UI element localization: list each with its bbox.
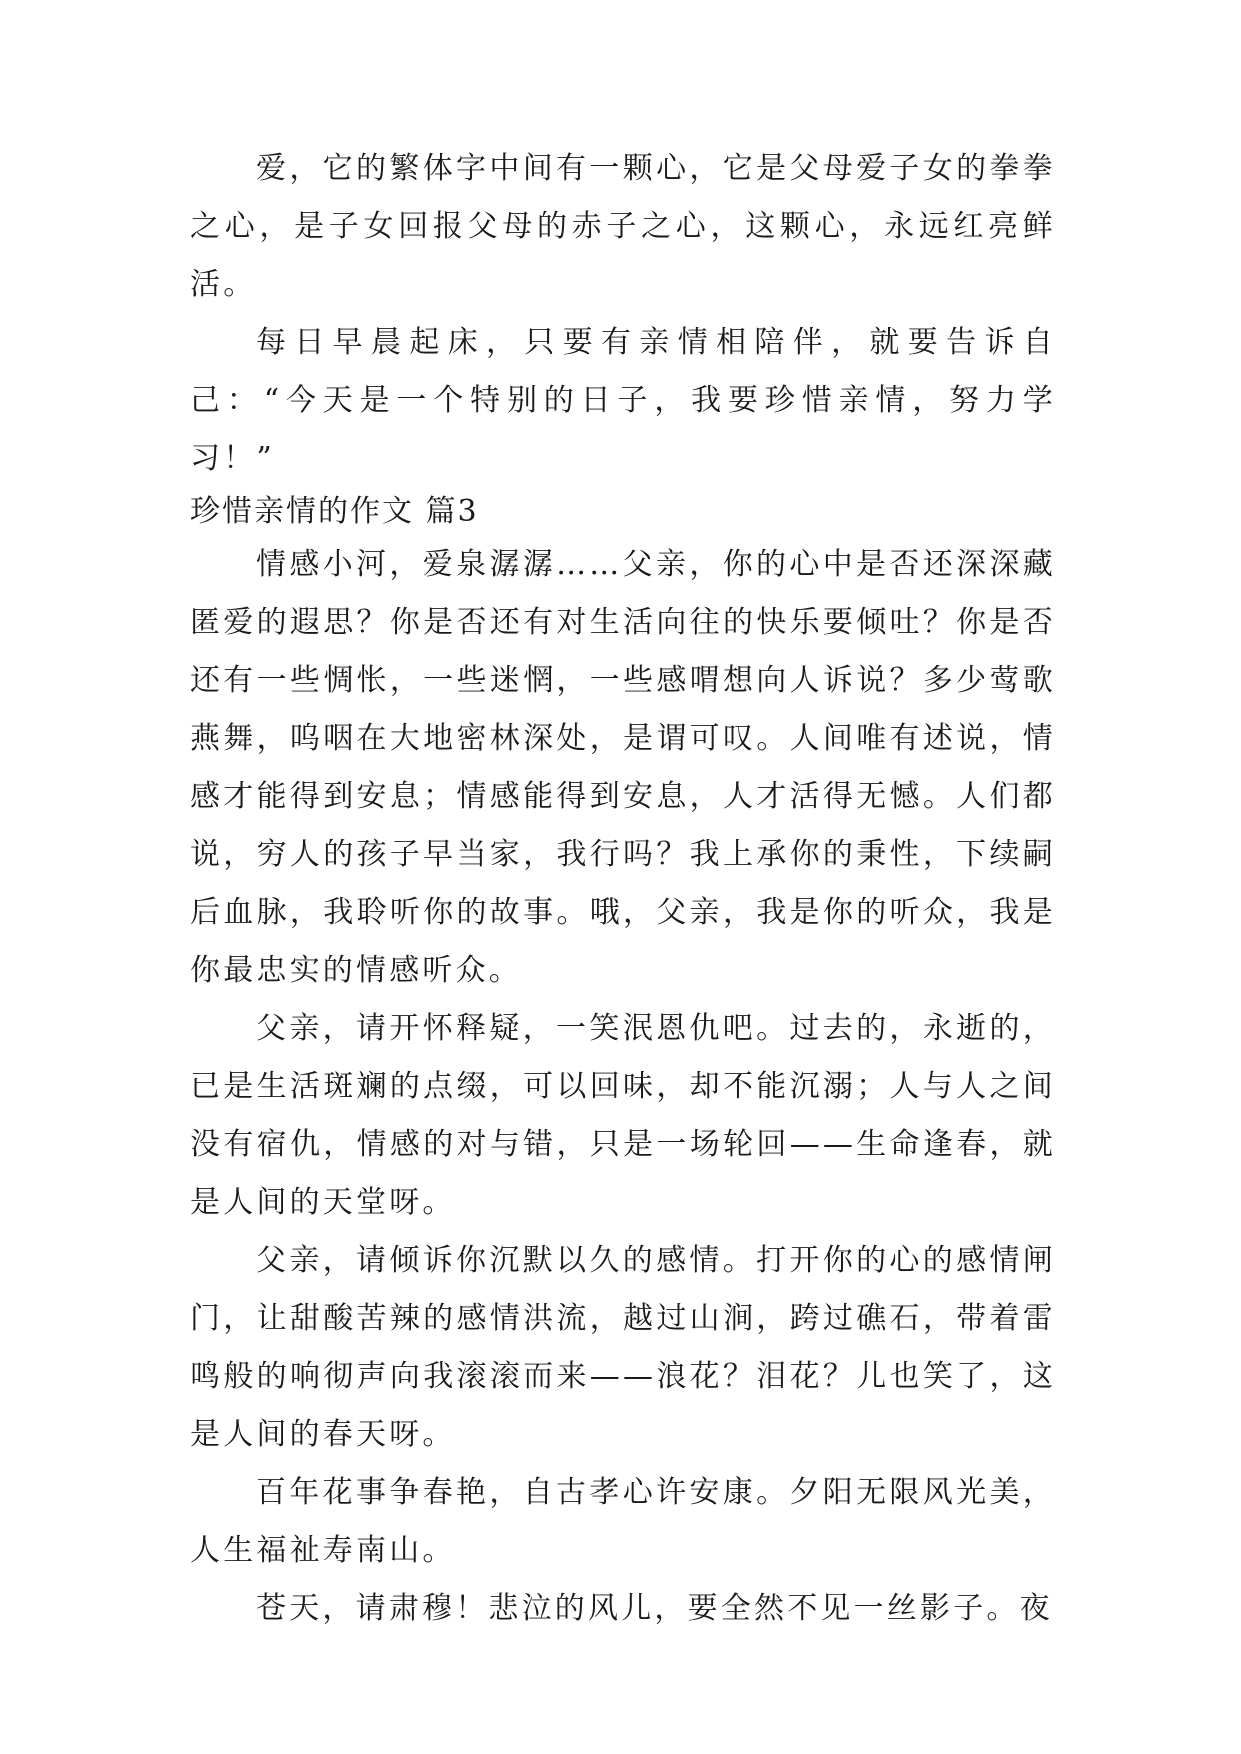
paragraph-forgive: 父亲，请开怀释疑，一笑泯恩仇吧。过去的，永逝的，已是生活斑斓的点缀，可以回味，却不能沉溺；人与人之间没有宿仇，情感的对与错，只是一场轮回——生命逢春，就是人间的天堂呀。 <box>190 1011 1056 1220</box>
paragraph-heaven: 苍天，请肃穆！悲泣的风儿，要全然不见一丝影子。夜 <box>256 1591 1053 1626</box>
paragraph-morning: 每日早晨起床，只要有亲情相陪伴，就要告诉自己：“今天是一个特别的日子，我要珍惜亲情，努力学习！” <box>190 325 1056 476</box>
paragraph-love-heart: 爱，它的繁体字中间有一颗心，它是父母爱子女的拳拳之心，是子女回报父母的赤子之心，这颗心，永远红亮鲜活。 <box>190 151 1056 302</box>
document-body <box>190 140 1056 1638</box>
paragraph-couplet: 百年花事争春艳，自古孝心许安康。夕阳无限风光美，人生福祉寿南山。 <box>190 1475 1056 1568</box>
paragraph-emotion-river: 情感小河，爱泉潺潺……父亲，你的心中是否还深深藏匿爱的遐思？你是否还有对生活向往的快乐要倾吐？你是否还有一些惆怅，一些迷惘，一些感喟想向人诉说？多少莺歌燕舞，呜咽在大地密林深处，是谓可叹。人间唯有述说，情感才能得到安息；情感能得到安息，人才活得无憾。人们都说，穷人的孩子早当家，我行吗？我上承你的秉性，下续嗣后血脉，我聆听你的故事。哦，父亲，我是你的听众，我是你最忠实的情感听众。 <box>190 547 1056 988</box>
paragraph-confide: 父亲，请倾诉你沉默以久的感情。打开你的心的感情闸门，让甜酸苦辣的感情洪流，越过山涧，跨过礁石，带着雷鸣般的响彻声向我滚滚而来——浪花？泪花？儿也笑了，这是人间的春天呀。 <box>190 1243 1056 1452</box>
essay-heading: 珍惜亲情的作文 篇3 <box>190 494 479 529</box>
